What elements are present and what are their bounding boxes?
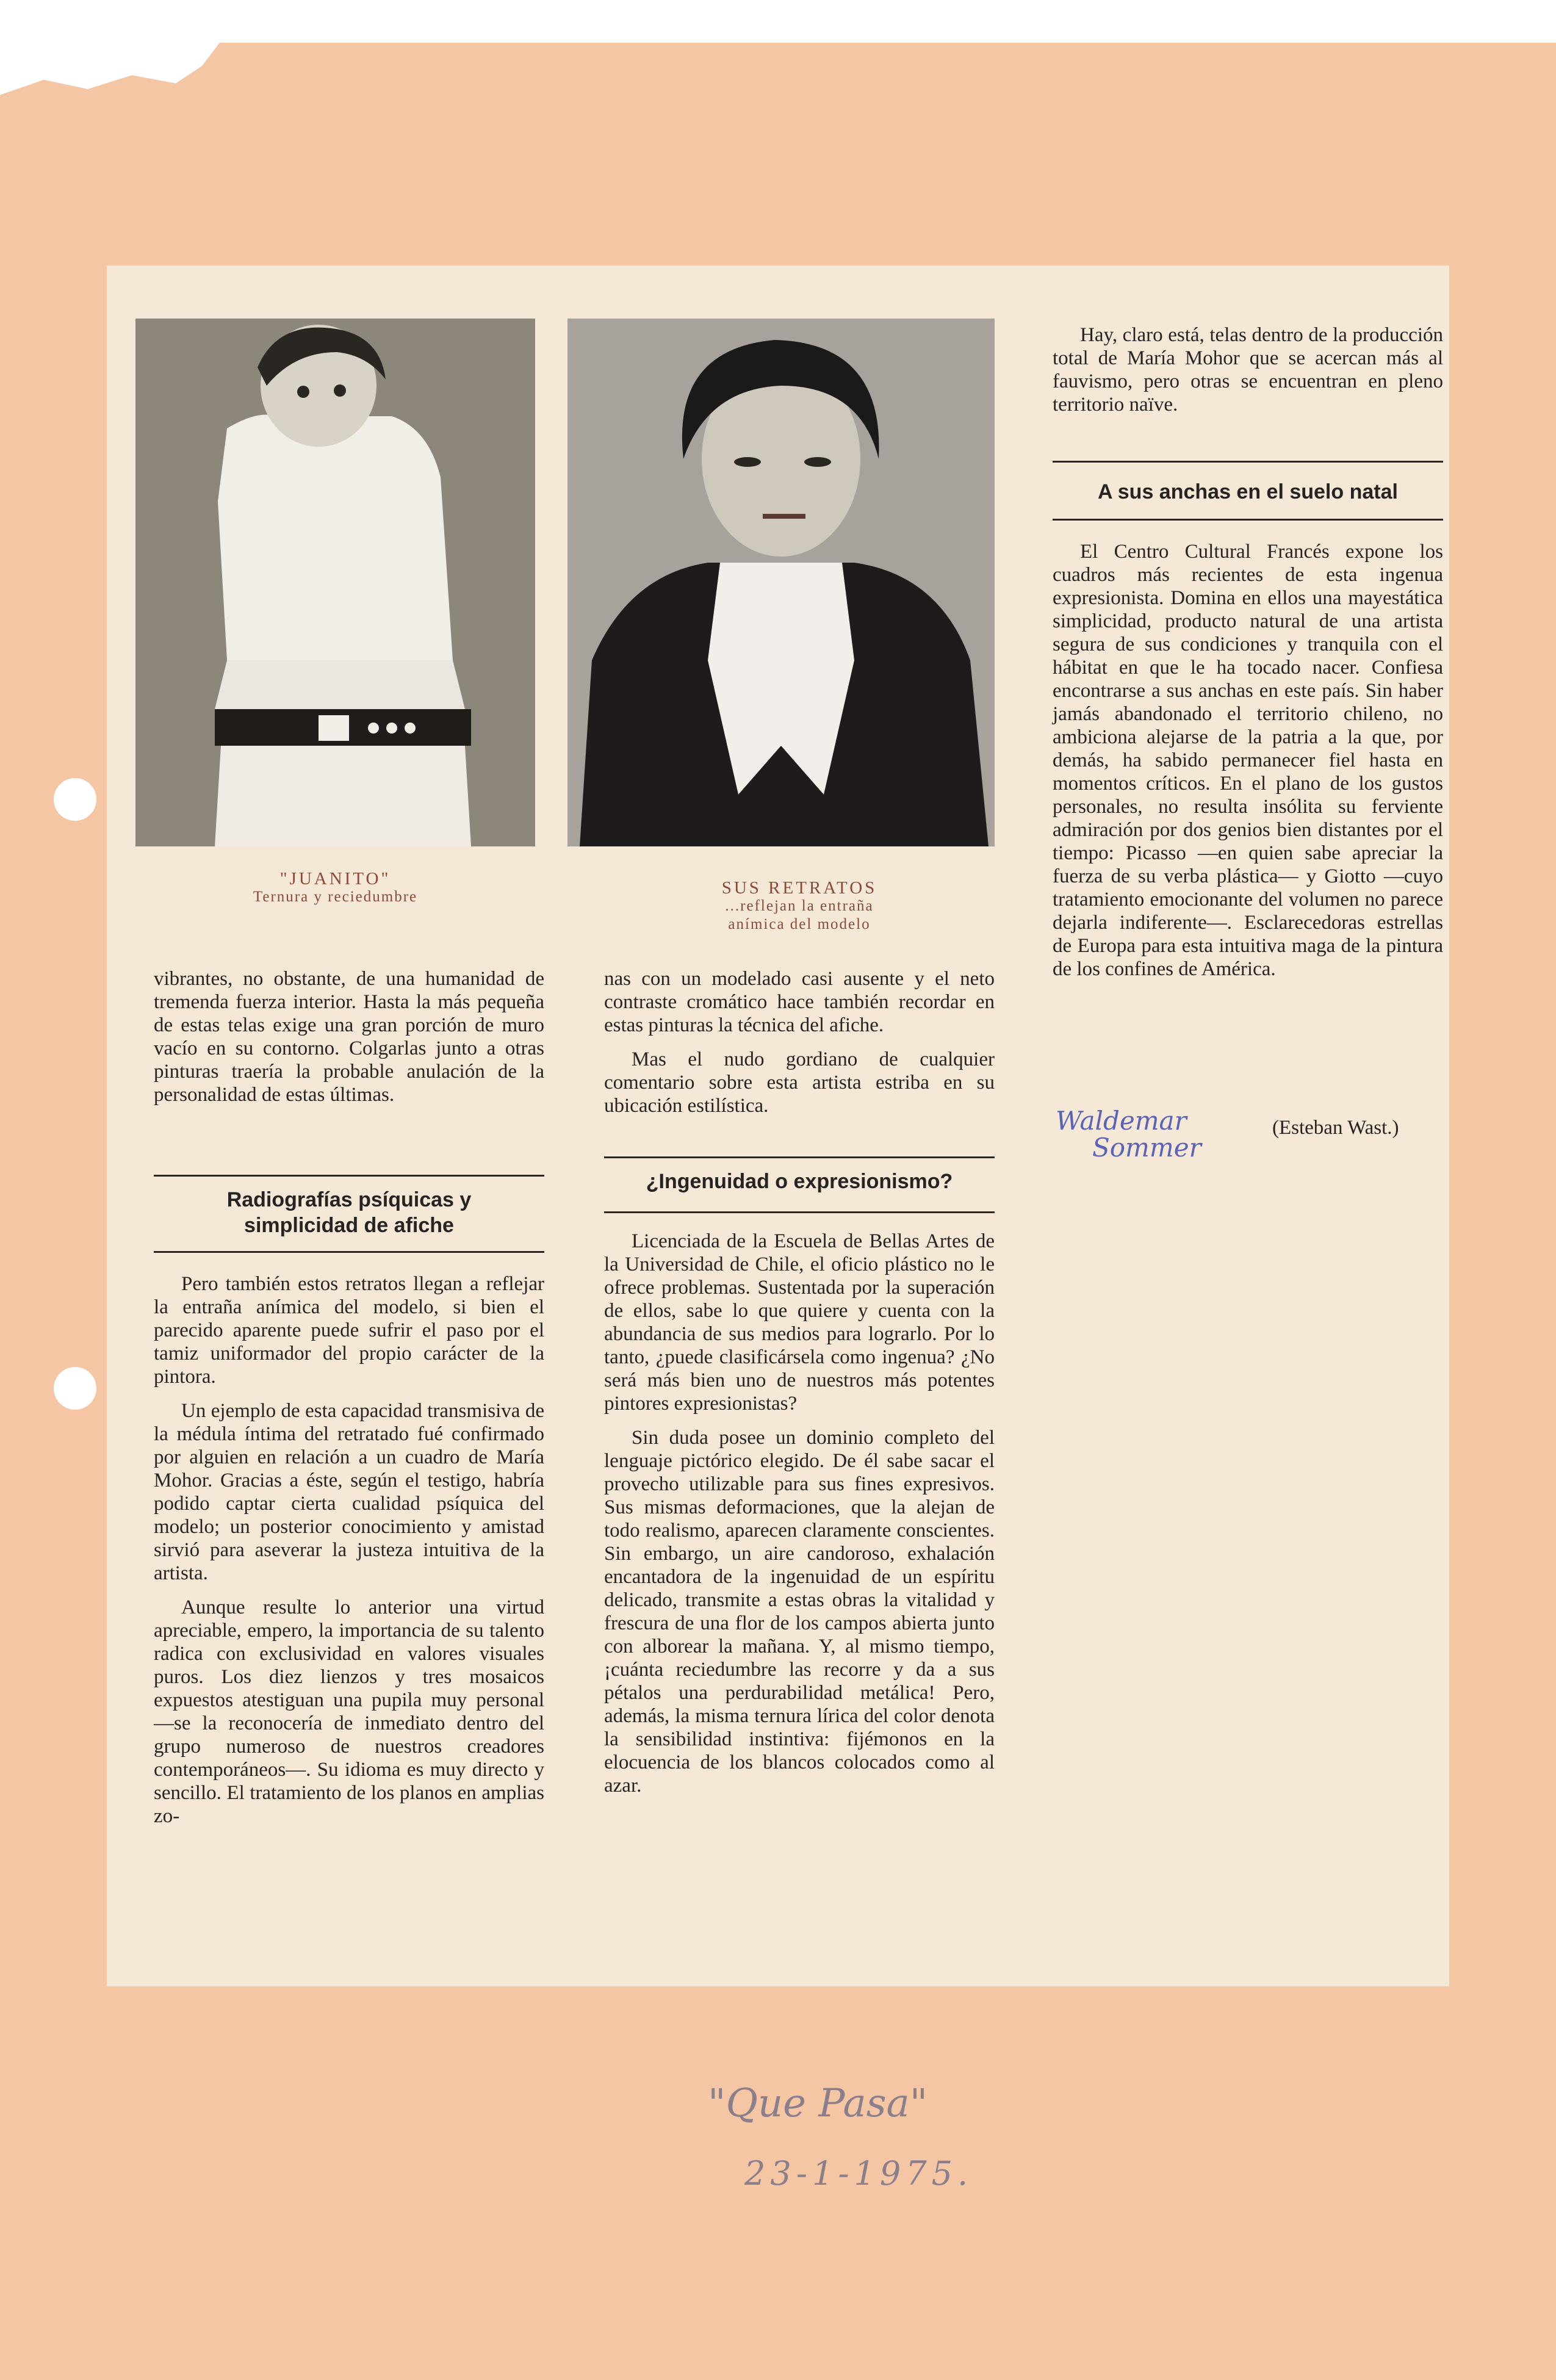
- paragraph: Mas el nudo gordiano de cualquier comentario sobre esta artista estriba en su ubicación estilística.: [604, 1048, 995, 1117]
- column-1-body: [154, 1272, 544, 1839]
- caption-title: "JUANITO": [279, 869, 391, 889]
- painting-juanito: [135, 319, 535, 846]
- caption-title: SUS RETRATOS: [721, 878, 877, 898]
- section-heading-anchas: A sus anchas en el suelo natal: [1098, 480, 1398, 503]
- author-credit: (Esteban Wast.): [1272, 1117, 1399, 1139]
- column-3-body: [1053, 540, 1443, 992]
- column-3-intro: [1053, 323, 1443, 427]
- signature-line: Waldemar: [1056, 1106, 1187, 1136]
- portrait-figure: [567, 319, 995, 846]
- paragraph: El Centro Cultural Francés expone los cuadros más recientes de esta ingenua expresionista. Domina en ellos una mayestática simplicidad, producto natural de una artista segura de sus condiciones y tranquila con el hábitat en que le ha tocado nacer. Confiesa encontrarse a sus anchas en este país. Sin haber jamás abandonado el territorio chileno, no ambiciona alejarse de la patria a la que, por demás, ha sabido permanecer fiel hasta en momentos críticos. En el plano de los gustos personales, no resulta insólita su ferviente admiración por dos genios bien distantes por el tiempo: Picasso —en quien sabe apreciar la fuerza de su verba plástica— y Giotto —cuyo tratamiento emocionante del volumen no parece dejarla indiferente—. Esclarecedoras estrellas de Europa para esta intuitiva maga de la pintura de los confines de América.: [1053, 541, 1443, 980]
- divider: [1053, 519, 1443, 521]
- caption-subtitle: Ternura y reciedumbre: [253, 889, 418, 905]
- paragraph: nas con un modelado casi ausente y el neto contraste cromático hace también recordar en estas pinturas la técnica del afiche.: [604, 968, 995, 1036]
- paragraph: Un ejemplo de esta capacidad transmisiva de la médula íntima del retratado fué confirmado por alguien en relación a un cuadro de María Mohor. Gracias a éste, según el testigo, habría podido captar cierta cualidad psíquica del modelo; un posterior conocimiento y amistad sirvió para aseverar la justeza intuitiva de la artista.: [154, 1400, 544, 1584]
- divider: [154, 1175, 544, 1177]
- paragraph: Hay, claro está, telas dentro de la producción total de María Mohor que se acercan más al fauvismo, pero otras se encuentran en pleno territorio naïve.: [1053, 324, 1443, 416]
- divider: [604, 1211, 995, 1213]
- paragraph: Licenciada de la Escuela de Bellas Artes de la Universidad de Chile, el oficio plástico no le ofrece problemas. Sustentada por la superación de ellos, sabe lo que quiere y cuenta con la abundancia de sus medios para lograrlo. Por lo tanto, ¿puede clasificársela como ingenua? ¿No será más bien uno de nuestros más potentes pintores expresionistas?: [604, 1230, 995, 1415]
- painting-portrait: [567, 319, 995, 846]
- divider: [604, 1156, 995, 1158]
- caption-juanito: [135, 870, 535, 906]
- signature-handwritten: [1056, 1108, 1201, 1161]
- juanito-figure: [135, 319, 535, 846]
- caption-subtitle-1: ...reflejan la entraña: [725, 898, 874, 914]
- heading-line: Radiografías psíquicas y: [226, 1188, 472, 1211]
- paragraph: Sin duda posee un dominio completo del lenguaje pictórico elegido. De él sabe sacar el provecho utilizable para sus fines expresivos. Sus mismas deformaciones, que la alejan de todo realismo, aparecen claramente conscientes. Sin embargo, un aire candoroso, exhalación encantadora de la ingenuidad de un espíritu delicado, transmite a estas obras la vitalidad y frescura de una flor de los campos abierta junto con alborear la mañana. Y, al mismo tiempo, ¡cuánta reciedumbre las recorre y da a sus pétalos una perdurabilidad metálica! Pero, además, la misma ternura lírica del color denota la sensibilidad instintiva: fijémonos en la elocuencia de los blancos colocados como al azar.: [604, 1427, 995, 1797]
- column-2-top: [604, 967, 995, 1128]
- section-heading-ingenuidad: ¿Ingenuidad o expresionismo?: [646, 1170, 953, 1193]
- caption-retratos: [671, 879, 927, 934]
- heading-line: simplicidad de afiche: [244, 1214, 454, 1237]
- divider: [1053, 461, 1443, 463]
- torn-corner: [0, 43, 220, 159]
- divider: [154, 1251, 544, 1253]
- paragraph: vibrantes, no obstante, de una humanidad de tremenda fuerza interior. Hasta la más pequeña de estas telas exige una gran porción de muro vacío en su contorno. Colgarlas junto a otras pinturas traería la probable anulación de la personalidad de estas últimas.: [154, 968, 544, 1106]
- annotation-source: "Que Pasa": [708, 2081, 928, 2126]
- punch-hole: [54, 778, 96, 821]
- column-1-top: [154, 967, 544, 1117]
- column-2-body: [604, 1230, 995, 1808]
- section-heading-radiografias: [154, 1187, 544, 1238]
- punch-hole: [54, 1367, 96, 1410]
- paragraph: Pero también estos retratos llegan a reflejar la entraña anímica del modelo, si bien el parecido aparente puede sufrir el paso por el tamiz uniformador del propio carácter de la pintora.: [154, 1273, 544, 1388]
- caption-subtitle-2: anímica del modelo: [728, 916, 871, 932]
- paragraph: Aunque resulte lo anterior una virtud apreciable, empero, la importancia de su talento radica con exclusividad en valores visuales puros. Los diez lienzos y tres mosaicos expuestos atestiguan una pupila muy personal —se la reconocería de inmediato dentro del grupo numeroso de nuestros creadores contemporáneos—. Su idioma es muy directo y sencillo. El tratamiento de los planos en amplias zo-: [154, 1596, 544, 1827]
- signature-line: Sommer: [1092, 1133, 1201, 1163]
- annotation-date: 23-1-1975.: [744, 2154, 973, 2193]
